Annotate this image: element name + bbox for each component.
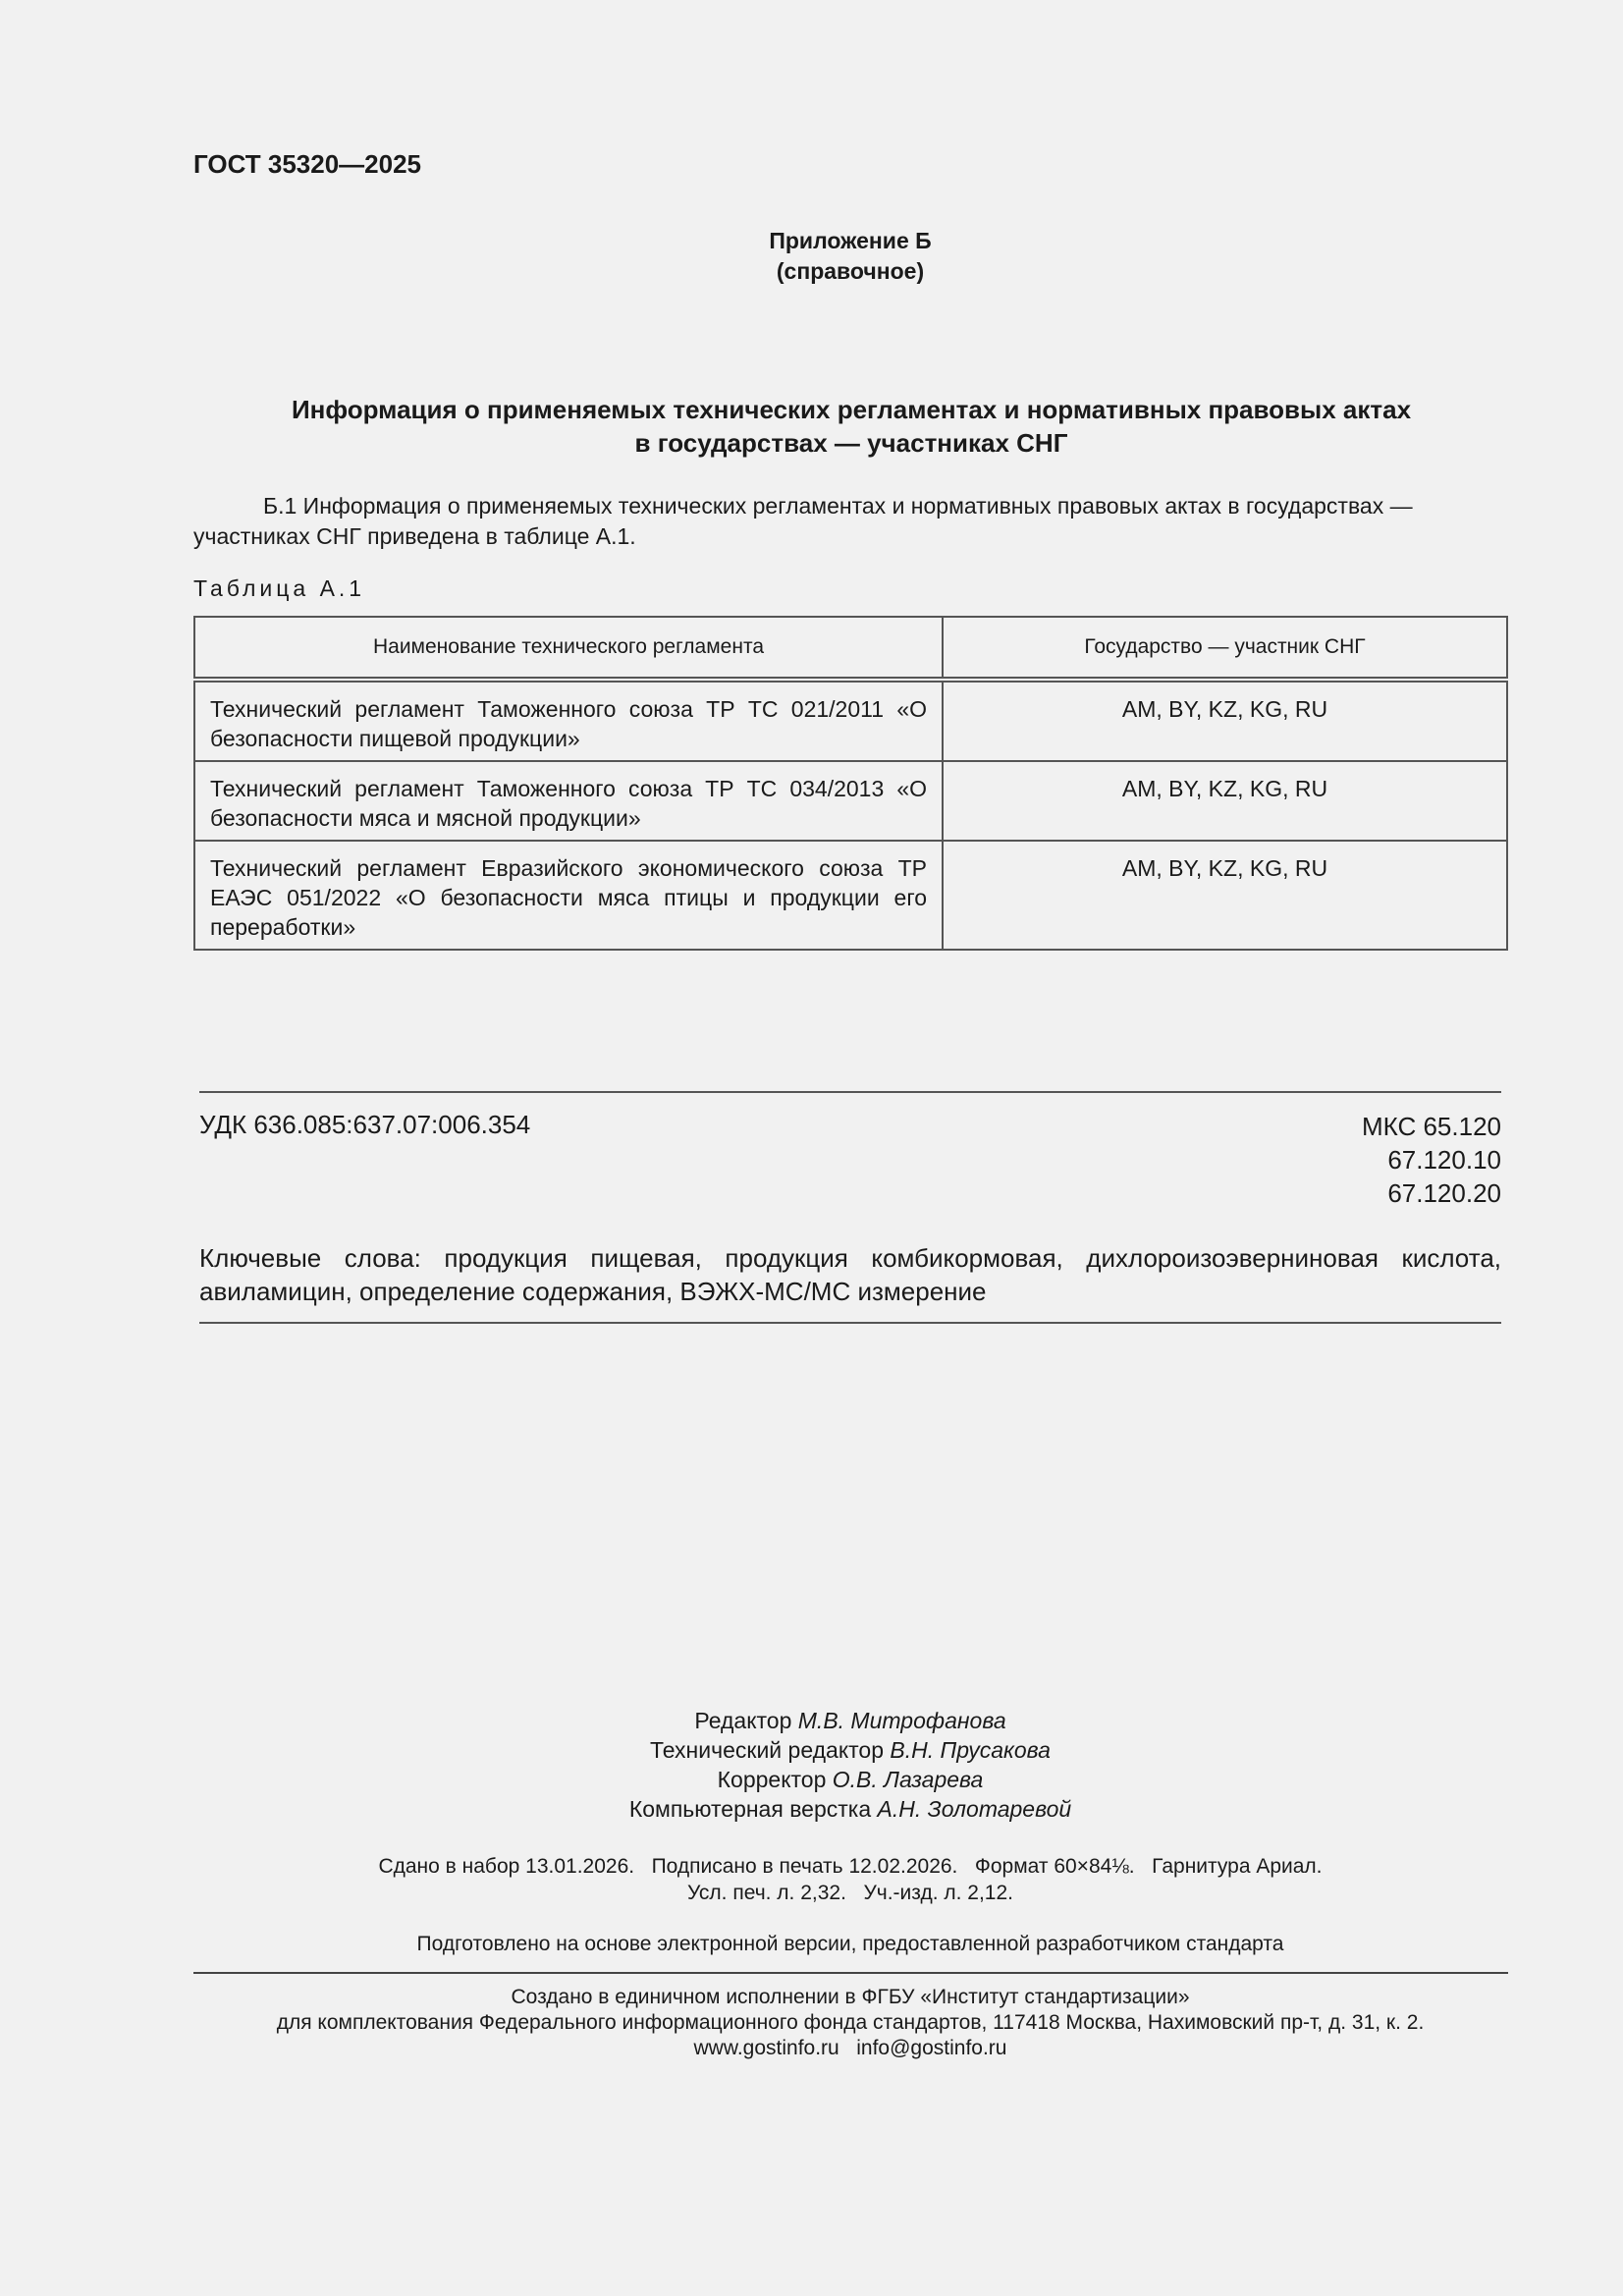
staff-line xyxy=(0,1765,1623,1794)
table-row xyxy=(194,680,1507,761)
mks-code: 67.120.10 xyxy=(1387,1145,1501,1175)
table-row xyxy=(194,761,1507,841)
udk-code: УДК 636.085:637.07:006.354 xyxy=(199,1110,531,1139)
staff-credits xyxy=(0,1706,1623,1824)
staff-name: А.Н. Золотаревой xyxy=(877,1796,1072,1822)
column-header-states: Государство — участник СНГ xyxy=(943,617,1507,680)
staff-name: О.В. Лазарева xyxy=(832,1767,984,1792)
staff-name: М.В. Митрофанова xyxy=(797,1708,1006,1733)
publication-info xyxy=(0,1853,1623,1906)
website-link[interactable]: www.gostinfo.ru xyxy=(693,2037,839,2059)
table-row xyxy=(194,841,1507,950)
staff-role: Корректор xyxy=(717,1767,827,1792)
regulations-table xyxy=(193,616,1508,951)
table-header-row xyxy=(194,617,1507,680)
footer xyxy=(0,1985,1623,2061)
states-cell: AM, BY, KZ, KG, RU xyxy=(943,761,1507,841)
staff-line xyxy=(0,1706,1623,1735)
staff-line xyxy=(0,1735,1623,1765)
document-code: ГОСТ 35320—2025 xyxy=(193,149,421,179)
states-cell: AM, BY, KZ, KG, RU xyxy=(943,841,1507,950)
states-cell: AM, BY, KZ, KG, RU xyxy=(943,680,1507,761)
mks-codes xyxy=(1362,1110,1501,1210)
intro-paragraph-text: Б.1 Информация о применяемых технических регламентах и нормативных правовых актах в государствах — участниках СНГ приведена в таблице А.1. xyxy=(193,493,1413,549)
regulation-name-cell: Технический регламент Таможенного союза ТР ТС 034/2013 «О безопасности мяса и мясной продукции» xyxy=(194,761,943,841)
annex-title xyxy=(0,226,1623,287)
mks-code: МКС 65.120 xyxy=(1361,1112,1501,1141)
footer-line: для комплектования Федерального информационного фонда стандартов, 117418 Москва, Нахимовский пр-т, д. 31, к. 2. xyxy=(276,2011,1425,2034)
email-link[interactable]: info@gostinfo.ru xyxy=(856,2037,1007,2059)
publication-line: Усл. печ. л. 2,32. Уч.-изд. л. 2,12. xyxy=(686,1882,1013,1904)
regulation-name-cell: Технический регламент Евразийского экономического союза ТР ЕАЭС 051/2022 «О безопасности мяса птицы и продукции его переработки» xyxy=(194,841,943,950)
annex-type: (справочное) xyxy=(776,258,925,284)
prepared-note: Подготовлено на основе электронной версии, предоставленной разработчиком стандарта xyxy=(416,1933,1284,1955)
section-heading xyxy=(193,393,1509,460)
divider xyxy=(199,1091,1501,1093)
staff-role: Компьютерная верстка xyxy=(628,1796,872,1822)
footer-contacts xyxy=(0,2036,1623,2061)
divider xyxy=(193,1972,1508,1974)
column-header-name: Наименование технического регламента xyxy=(194,617,943,680)
staff-line xyxy=(0,1794,1623,1824)
intro-paragraph xyxy=(193,491,1509,552)
keywords: Ключевые слова: продукция пищевая, продукция комбикормовая, дихлороизоэверниновая кислота, авиламицин, определение содержания, ВЭЖХ-МС/МС измерение xyxy=(199,1243,1501,1306)
annex-label: Приложение Б xyxy=(769,228,932,253)
divider xyxy=(199,1322,1501,1324)
regulation-name-cell: Технический регламент Таможенного союза ТР ТС 021/2011 «О безопасности пищевой продукции» xyxy=(194,680,943,761)
mks-code: 67.120.20 xyxy=(1387,1178,1501,1208)
table-caption: Таблица А.1 xyxy=(193,575,366,601)
staff-role: Технический редактор xyxy=(650,1737,885,1763)
staff-role: Редактор xyxy=(694,1708,792,1733)
publication-line: Сдано в набор 13.01.2026. Подписано в печать 12.02.2026. Формат 60×84⅛. Гарнитура Ариал. xyxy=(378,1855,1323,1878)
heading-line-2: в государствах — участниках СНГ xyxy=(634,428,1068,458)
staff-name: В.Н. Прусакова xyxy=(890,1737,1051,1763)
heading-line-1: Информация о применяемых технических регламентах и нормативных правовых актах xyxy=(291,395,1412,424)
footer-line: Создано в единичном исполнении в ФГБУ «Институт стандартизации» xyxy=(511,1986,1190,2008)
